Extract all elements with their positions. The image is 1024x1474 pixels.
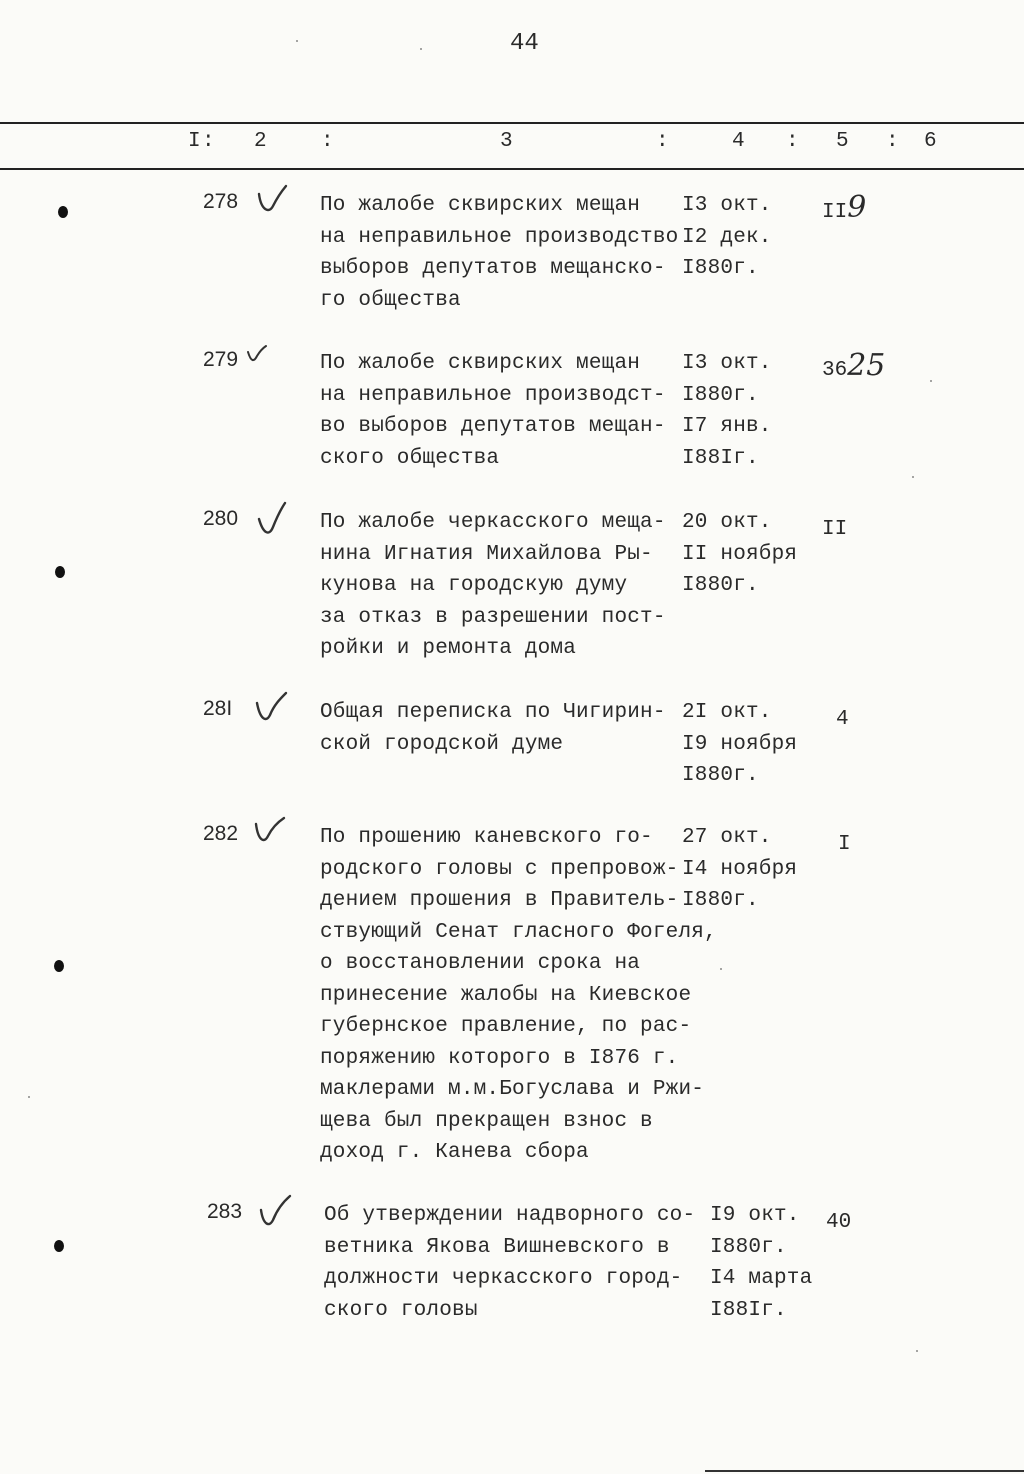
date-line: I88Iг. xyxy=(682,446,759,470)
header-top-rule xyxy=(0,122,1024,124)
date-line: I880г. xyxy=(682,257,759,280)
date-line: I88Iг. xyxy=(710,1298,787,1322)
sheets-typed: 40 xyxy=(826,1211,852,1234)
description-line: го общества xyxy=(320,288,461,312)
page-number: 44 xyxy=(510,30,539,57)
date-line: 20 окт. xyxy=(682,511,772,534)
description-line: о восстановлении срока на xyxy=(320,952,641,975)
date-line: 27 окт. xyxy=(682,826,772,849)
description-line: должности черкасского город- xyxy=(324,1267,683,1290)
description-line: дением прошения в Правитель- xyxy=(320,889,679,912)
sheets-typed: 4 xyxy=(836,708,849,731)
header-col6: 6 xyxy=(924,130,937,153)
scan-speck xyxy=(916,1350,918,1352)
description-line: доход г. Канева сбора xyxy=(320,1141,589,1164)
header-separator: : xyxy=(786,130,799,153)
scan-speck xyxy=(28,1096,30,1098)
date-line: I880г. xyxy=(710,1235,787,1259)
description-line: ской городской думе xyxy=(320,732,564,756)
entry-sheets xyxy=(838,822,851,857)
entry-number: 283 xyxy=(207,1200,243,1223)
header-col1: I xyxy=(188,130,201,153)
description-line: По жалобе сквирских мещан xyxy=(320,352,641,375)
sheets-handwritten: 25 xyxy=(847,348,886,383)
entry-dates xyxy=(682,348,832,474)
header-bottom-rule xyxy=(0,168,1024,170)
entry-dates xyxy=(682,822,832,917)
description-line: на неправильное производст- xyxy=(320,383,666,407)
header-col2: 2 xyxy=(254,130,267,153)
description-line: маклерами м.м.Богуслава и Ржи- xyxy=(320,1078,705,1101)
scan-speck xyxy=(296,40,298,42)
header-col5: 5 xyxy=(836,130,849,153)
bottom-edge-line xyxy=(705,1470,1024,1472)
description-line: ского головы xyxy=(324,1298,478,1322)
entry-dates xyxy=(682,697,832,792)
sheets-handwritten: 9 xyxy=(847,190,867,225)
entry-number: 282 xyxy=(203,822,239,845)
entry-sheets xyxy=(836,697,849,732)
punch-hole-mark xyxy=(58,206,68,218)
entry-number: 28I xyxy=(203,697,233,720)
date-line: I7 янв. xyxy=(682,415,772,438)
entry-description xyxy=(324,1200,694,1326)
description-line: поряжению которого в I876 г. xyxy=(320,1046,679,1070)
sheets-typed: I xyxy=(838,833,851,856)
description-line: По жалобе черкасского меща- xyxy=(320,511,666,534)
entry-description xyxy=(320,697,690,760)
description-line: Общая переписка по Чигирин- xyxy=(320,701,666,724)
description-line: принесение жалобы на Киевское xyxy=(320,983,692,1007)
description-line: Об утверждении надворного со- xyxy=(324,1204,696,1227)
description-line: во выборов депутатов мещан- xyxy=(320,415,666,438)
sheets-typed: II xyxy=(822,201,848,224)
checkmark-icon xyxy=(245,342,269,366)
date-line: I9 ноября xyxy=(682,732,798,756)
description-line: По прошению каневского го- xyxy=(320,826,653,849)
entry-number: 279 xyxy=(203,348,239,371)
punch-hole-mark xyxy=(55,566,65,578)
description-line: за отказ в разрешении пост- xyxy=(320,605,666,629)
scan-speck xyxy=(930,380,932,382)
description-line: ствующий Сенат гласного Фогеля, xyxy=(320,920,717,944)
date-line: I4 марта xyxy=(710,1267,813,1290)
date-line: I4 ноября xyxy=(682,857,798,881)
date-line: 2I окт. xyxy=(682,701,772,724)
description-line: родского головы с препровож- xyxy=(320,857,679,881)
punch-hole-mark xyxy=(54,960,64,972)
description-line: По жалобе сквирских мещан xyxy=(320,194,641,217)
description-line: кунова на городскую думу xyxy=(320,574,628,597)
entry-description xyxy=(320,190,690,316)
entry-sheets xyxy=(826,1200,851,1235)
sheets-typed: II xyxy=(822,518,848,541)
header-separator: : xyxy=(321,130,334,153)
header-separator: : xyxy=(202,130,215,153)
entry-sheets xyxy=(822,507,847,542)
date-line: I3 окт. xyxy=(682,194,772,217)
entry-description xyxy=(320,507,690,665)
description-line: на неправильное производство xyxy=(320,225,679,249)
checkmark-icon xyxy=(253,691,289,727)
scan-speck xyxy=(420,48,422,50)
description-line: ройки и ремонта дома xyxy=(320,637,577,660)
entry-description xyxy=(320,822,717,1169)
description-line: щева был прекращен взнос в xyxy=(320,1109,653,1133)
description-line: ского общества xyxy=(320,446,500,470)
description-line: губернское правление, по рас- xyxy=(320,1015,692,1038)
entry-number: 278 xyxy=(203,190,239,213)
header-separator: : xyxy=(656,130,669,153)
checkmark-icon xyxy=(255,501,289,541)
date-line: I3 окт. xyxy=(682,352,772,375)
scan-speck xyxy=(912,476,914,478)
date-line: II ноября xyxy=(682,542,798,566)
header-col3: 3 xyxy=(500,130,513,153)
date-line: I880г. xyxy=(682,764,759,787)
date-line: I880г. xyxy=(682,574,759,597)
sheets-typed: 36 xyxy=(822,359,848,382)
scan-speck xyxy=(720,968,722,970)
description-line: выборов депутатов мещанско- xyxy=(320,257,666,280)
header-separator: : xyxy=(886,130,899,153)
date-line: I9 окт. xyxy=(710,1204,800,1227)
punch-hole-mark xyxy=(54,1240,64,1252)
checkmark-icon xyxy=(257,1194,293,1230)
checkmark-icon xyxy=(255,184,289,218)
header-col4: 4 xyxy=(732,130,745,153)
date-line: I880г. xyxy=(682,889,759,912)
entry-sheets xyxy=(822,190,866,225)
description-line: нина Игнатия Михайлова Ры- xyxy=(320,542,653,566)
description-line: ветника Якова Вишневского в xyxy=(324,1235,670,1259)
entry-dates xyxy=(682,507,832,602)
date-line: I880г. xyxy=(682,383,759,407)
checkmark-icon xyxy=(252,816,286,850)
date-line: I2 дек. xyxy=(682,225,772,249)
entry-description xyxy=(320,348,690,474)
entry-number: 280 xyxy=(203,507,239,530)
entry-sheets xyxy=(822,348,885,383)
entry-dates xyxy=(682,190,832,285)
